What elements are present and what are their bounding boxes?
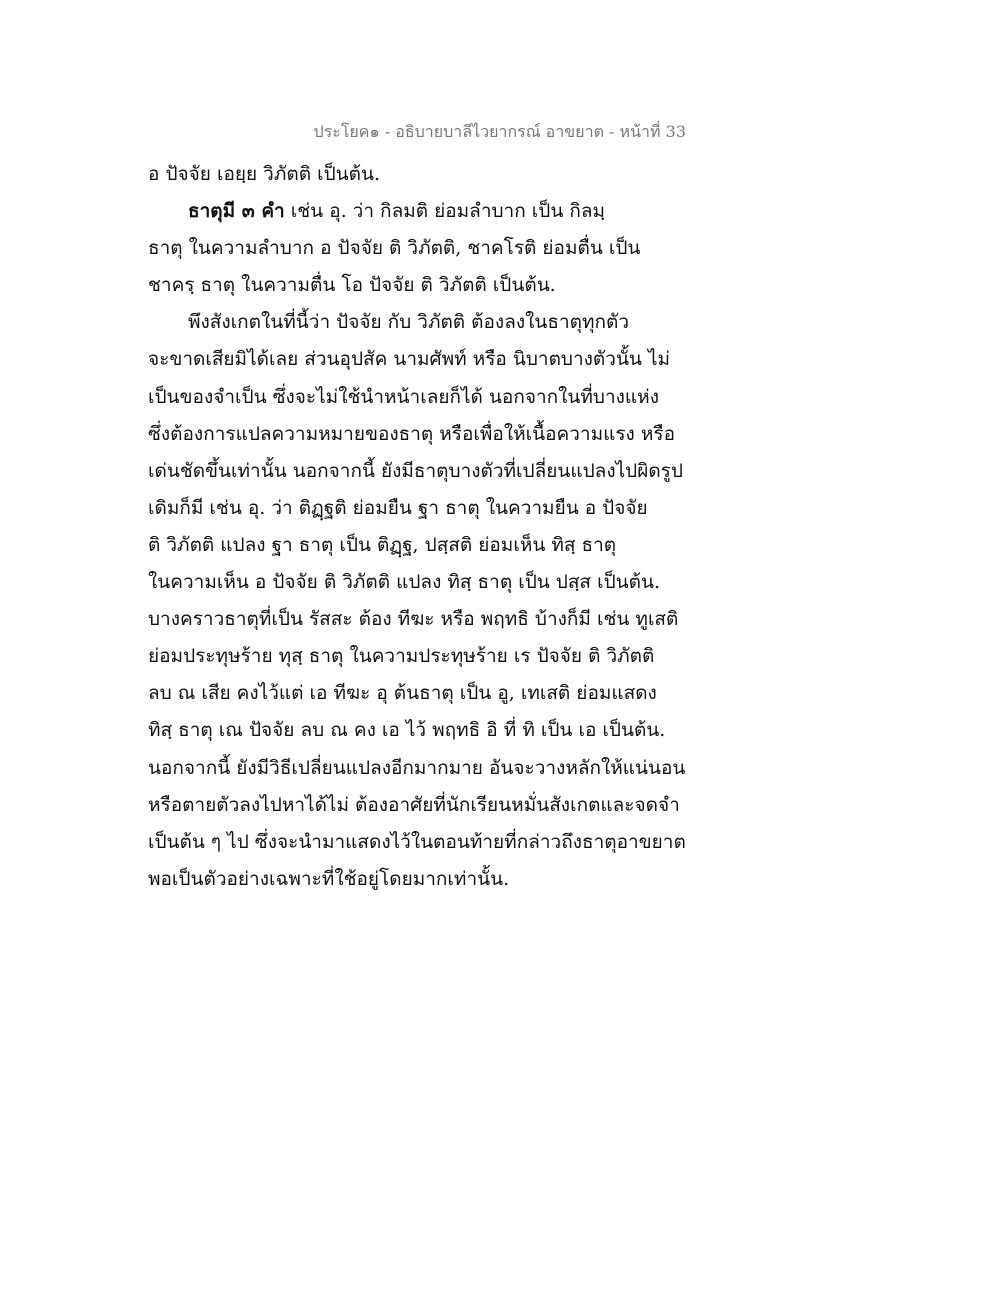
text-line: เดิมก็มี เช่น อุ. ว่า ติฏฺฐติ ย่อมยืน ฐา ธาตุ ในความยืน อ ปัจจัย <box>148 496 648 519</box>
text-line: ธาตุ ในความลำบาก อ ปัจจัย ติ วิภัตติ, ชาคโรติ ย่อมตื่น เป็น <box>148 237 641 260</box>
text-line: ซึ่งต้องการแปลความหมายของธาตุ หรือเพื่อให้เนื้อความแรง หรือ <box>148 422 676 445</box>
body-text <box>148 156 708 898</box>
text-line: เป็นของจำเป็น ซึ่งจะไม่ใช้นำหน้าเลยก็ได้ นอกจากในที่บางแห่ง <box>148 385 659 408</box>
text-line <box>148 193 708 230</box>
text-line: หรือตายตัวลงไปหาได้ไม่ ต้องอาศัยที่นักเรียนหมั่นสังเกตและจดจำ <box>148 793 680 816</box>
text-line: บางคราวธาตุที่เป็น รัสสะ ต้อง ทีฆะ หรือ พฤทธิ บ้างก็มี เช่น ทูเสติ <box>148 608 679 631</box>
text-line: จะขาดเสียมิได้เลย ส่วนอุปสัค นามศัพท์ หรือ นิบาตบางตัวนั้น ไม่ <box>148 348 671 371</box>
text-line: เด่นชัดขึ้นเท่านั้น นอกจากนี้ ยังมีธาตุบางตัวที่เปลี่ยนแปลงไปผิดรูป <box>148 459 683 482</box>
text-line: อ ปัจจัย เอยฺย วิภัตติ เป็นต้น. <box>148 163 380 185</box>
text-line: พึงสังเกตในที่นี้ว่า ปัจจัย กับ วิภัตติ ต้องลงในธาตุทุกตัว <box>188 311 630 334</box>
text-line: นอกจากนี้ ยังมีวิธีเปลี่ยนแปลงอีกมากมาย อันจะวางหลักให้แน่นอน <box>148 756 686 779</box>
text-line: ในความเห็น อ ปัจจัย ติ วิภัตติ แปลง ทิสฺ ธาตุ เป็น ปสฺส เป็นต้น. <box>148 571 660 594</box>
text-line: เป็นต้น ๆ ไป ซึ่งจะนำมาแสดงไว้ในตอนท้ายที่กล่าวถึงธาตุอาขยาต <box>148 830 686 853</box>
text-line-rest: เช่น อุ. ว่า กิลมติ ย่อมลำบาก เป็น กิลมฺ <box>284 200 606 223</box>
text-line: ชาครฺ ธาตุ ในความตื่น โอ ปัจจัย ติ วิภัตติ เป็นต้น. <box>148 274 556 297</box>
text-line: ติ วิภัตติ แปลง ฐา ธาตุ เป็น ติฏฺฐ, ปสฺสติ ย่อมเห็น ทิสฺ ธาตุ <box>148 533 617 556</box>
bold-term: ธาตุมี ๓ คำ <box>188 200 285 223</box>
text-line: พอเป็นตัวอย่างเฉพาะที่ใช้อยู่โดยมากเท่านั้น. <box>148 867 510 890</box>
text-line: ย่อมประทุษร้าย ทุสฺ ธาตุ ในความประทุษร้าย เร ปัจจัย ติ วิภัตติ <box>148 645 655 668</box>
running-header: ประโยค๑ - อธิบายบาลีไวยากรณ์ อาขยาต - หน้าที่ 33 <box>313 122 686 141</box>
text-line: ทิสฺ ธาตุ เณ ปัจจัย ลบ ณ คง เอ ไว้ พฤทธิ อิ ที่ ทิ เป็น เอ เป็นต้น. <box>148 719 666 742</box>
text-line: ลบ ณ เสีย คงไว้แต่ เอ ทีฆะ อุ ต้นธาตุ เป็น อู, เทเสติ ย่อมแสดง <box>148 682 657 705</box>
